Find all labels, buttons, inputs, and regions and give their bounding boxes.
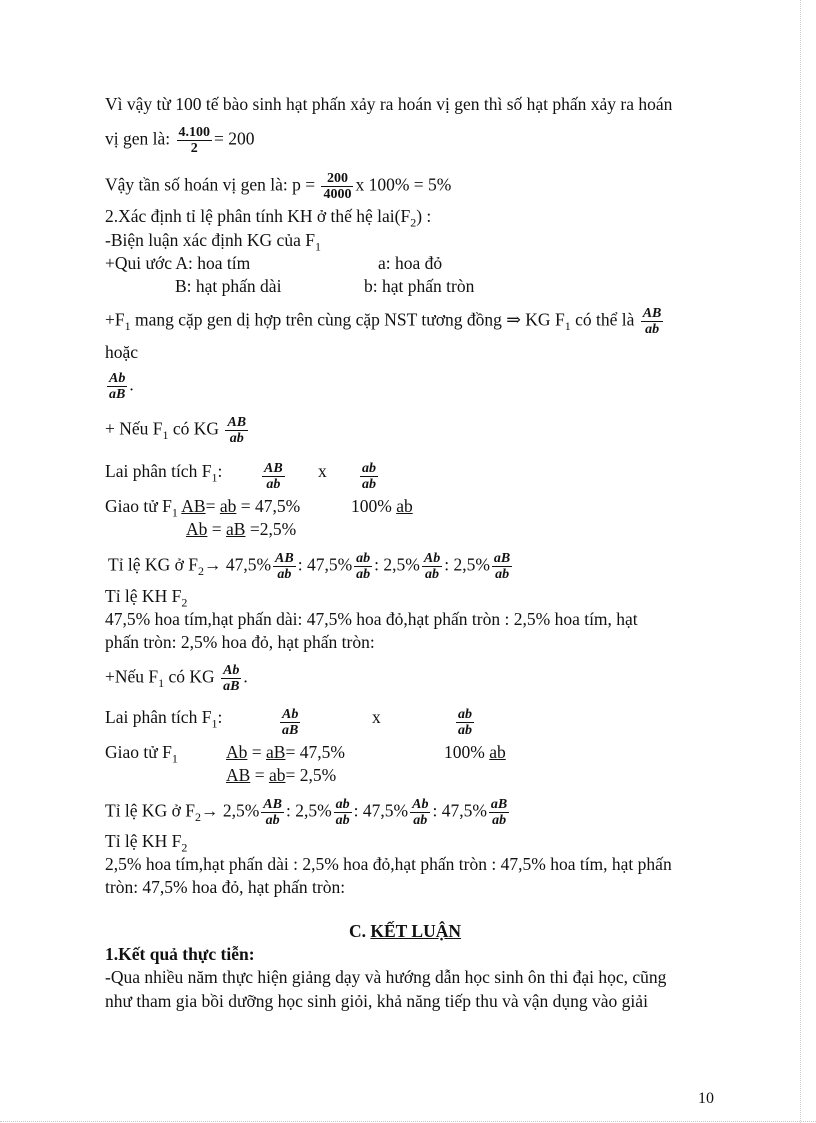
- text-line: [378, 253, 442, 273]
- text-line: [105, 171, 451, 202]
- text-line: [105, 415, 250, 446]
- numerator: ab: [362, 461, 376, 476]
- text: : 2,5%: [374, 554, 420, 575]
- genotype-fraction: [273, 551, 296, 582]
- genotype-fraction: [261, 797, 284, 828]
- text: =: [205, 496, 216, 516]
- text: Vậy tần số hoán vị gen là: p =: [105, 174, 316, 195]
- genotype-fraction: [641, 306, 664, 337]
- text: có thể là: [570, 309, 635, 330]
- numerator: 4.100: [178, 125, 210, 140]
- text: :: [217, 707, 223, 727]
- text: = 47,5%: [236, 496, 301, 516]
- text: :: [217, 461, 223, 481]
- text-line: [364, 276, 474, 296]
- text: Tỉ lệ KG ở F: [108, 554, 198, 575]
- text: : 2,5%: [444, 554, 490, 575]
- denominator: ab: [266, 477, 281, 492]
- text: .: [129, 374, 134, 395]
- gamete: ab: [396, 496, 413, 516]
- text-line: [105, 586, 188, 610]
- text: x 100% = 5%: [355, 174, 452, 195]
- genotype-fraction: [262, 461, 285, 492]
- genotype-fraction: [410, 797, 430, 828]
- page-number: 10: [698, 1090, 714, 1107]
- genotype-fraction: [422, 551, 442, 582]
- text-line: [105, 967, 666, 987]
- subscript: 1: [158, 676, 165, 691]
- text-line: [318, 461, 327, 481]
- text: Tỉ lệ KG ở F: [105, 800, 195, 821]
- text-line: [105, 991, 648, 1011]
- text: = 47,5%: [285, 742, 345, 762]
- subscript: 1: [314, 239, 321, 254]
- numerator: ab: [335, 797, 350, 812]
- subscript: 1: [171, 751, 178, 766]
- text-line: [105, 230, 321, 254]
- text: 100%: [351, 496, 392, 516]
- denominator: aB: [109, 387, 126, 402]
- text-line: [260, 461, 287, 492]
- genotype-fraction: [354, 551, 372, 582]
- text: B: hạt phấn dài: [175, 276, 282, 296]
- gamete: ab: [219, 496, 237, 516]
- denominator: aB: [282, 723, 299, 738]
- text-line: [105, 831, 188, 855]
- numerator: Ab: [109, 371, 126, 386]
- genotype-fraction: [221, 663, 241, 694]
- subheading: [105, 944, 255, 964]
- numerator: 200: [321, 171, 353, 187]
- text: mang cặp gen dị hợp trên cùng cặp NST tương đồng ⇒ KG F: [130, 309, 565, 330]
- genotype-fraction: [456, 707, 474, 738]
- gamete: Ab: [186, 519, 208, 539]
- denominator: ab: [277, 567, 292, 582]
- numerator: AB: [263, 797, 282, 812]
- text: Lai phân tích F: [105, 461, 212, 481]
- denominator: 4000: [323, 187, 352, 202]
- subscript: 2: [181, 595, 188, 610]
- text: → 2,5%: [200, 800, 260, 821]
- text: : 2,5%: [285, 800, 332, 821]
- denominator: ab: [362, 477, 376, 492]
- text: + Nếu F: [105, 418, 163, 439]
- text: có KG: [164, 666, 215, 687]
- numerator: aB: [490, 797, 508, 812]
- numerator: Ab: [282, 707, 299, 722]
- text: ) :: [416, 206, 432, 226]
- gamete: AB: [181, 496, 206, 516]
- denominator: ab: [495, 567, 510, 582]
- text: x: [372, 707, 381, 727]
- page-border-bottom: [0, 1121, 816, 1122]
- text: =: [254, 765, 265, 785]
- text: : 47,5%: [432, 800, 487, 821]
- text-line: [444, 742, 506, 762]
- text: Tỉ lệ KH F: [105, 586, 182, 606]
- numerator: AB: [642, 306, 662, 321]
- text-line: [105, 663, 248, 694]
- subscript: 1: [162, 428, 169, 443]
- text: như tham gia bồi dưỡng học sinh giỏi, khả năng tiếp thu và vận dụng vào giải: [105, 991, 648, 1011]
- text-line: [351, 496, 413, 516]
- numerator: ab: [458, 707, 472, 722]
- text: hoặc: [105, 342, 139, 362]
- heading-prefix: C.: [349, 921, 367, 941]
- genotype-fraction: [107, 371, 127, 402]
- text: -Biện luận xác định KG của F: [105, 230, 315, 250]
- text-line: [105, 632, 375, 652]
- text: có KG: [168, 418, 220, 439]
- denominator: ab: [335, 813, 350, 828]
- gamete: ab: [268, 765, 286, 785]
- subscript: 2: [181, 840, 188, 855]
- text: =2,5%: [245, 519, 297, 539]
- text-line: [108, 551, 514, 582]
- text: → 47,5%: [203, 554, 272, 575]
- text: b: hạt phấn tròn: [364, 276, 475, 296]
- text: +Nếu F: [105, 666, 159, 687]
- text: = 200: [214, 128, 255, 149]
- text: Giao tử F: [105, 742, 172, 762]
- fraction: [321, 171, 353, 202]
- numerator: AB: [275, 551, 294, 566]
- text-line: [105, 371, 134, 402]
- text: : 47,5%: [297, 554, 353, 575]
- text-line: [358, 461, 380, 492]
- text-line: [372, 707, 381, 727]
- denominator: ab: [458, 723, 472, 738]
- text: 47,5% hoa tím,hạt phấn dài: 47,5% hoa đỏ,hạt phấn tròn : 2,5% hoa tím, hạt: [105, 609, 638, 629]
- section-heading: [349, 921, 461, 941]
- text: = 2,5%: [285, 765, 337, 785]
- text-line: [105, 742, 178, 766]
- text: phấn tròn: 2,5% hoa đỏ, hạt phấn tròn:: [105, 632, 375, 652]
- denominator: 2: [190, 141, 198, 156]
- text-line: [454, 707, 476, 738]
- text-line: [105, 609, 638, 629]
- gamete: ab: [489, 742, 506, 762]
- text-line: [105, 461, 223, 485]
- numerator: ab: [356, 551, 371, 566]
- text: tròn: 47,5% hoa đỏ, hạt phấn tròn:: [105, 877, 346, 897]
- text-line: [226, 742, 345, 762]
- subscript: 1: [564, 319, 571, 334]
- text: =: [251, 742, 262, 762]
- text: +Qui ước A: hoa tím: [105, 253, 251, 273]
- subscript: 1: [124, 319, 131, 334]
- text: a: hoa đỏ: [378, 253, 443, 273]
- subscript: 2: [194, 810, 201, 825]
- subscript: 1: [211, 470, 218, 485]
- page-border-right: [800, 0, 801, 1123]
- subscript: 2: [197, 564, 204, 579]
- denominator: ab: [492, 813, 507, 828]
- text-line: [105, 253, 250, 273]
- gamete: aB: [266, 742, 286, 762]
- gamete: Ab: [226, 742, 248, 762]
- text: Lai phân tích F: [105, 707, 212, 727]
- denominator: ab: [356, 567, 371, 582]
- genotype-fraction: [489, 797, 509, 828]
- denominator: aB: [223, 679, 240, 694]
- text-line: [105, 854, 672, 874]
- text-line: [105, 707, 223, 731]
- numerator: AB: [227, 415, 247, 430]
- text-line: [175, 276, 281, 296]
- text: =: [211, 519, 222, 539]
- text-line: [105, 877, 345, 897]
- text: .: [243, 666, 248, 687]
- denominator: ab: [265, 813, 280, 828]
- denominator: ab: [645, 322, 660, 337]
- text: 2,5% hoa tím,hạt phấn dài : 2,5% hoa đỏ,hạt phấn tròn : 47,5% hoa tím, hạt phấn: [105, 854, 672, 874]
- genotype-fraction: [280, 707, 300, 738]
- text-line: [278, 707, 302, 738]
- subscript: 1: [171, 505, 178, 520]
- text: : 47,5%: [353, 800, 409, 821]
- genotype-fraction: [360, 461, 378, 492]
- text: x: [318, 461, 327, 481]
- subscript: 2: [410, 215, 417, 230]
- genotype-fraction: [334, 797, 352, 828]
- text-line: [105, 797, 511, 828]
- numerator: AB: [264, 461, 283, 476]
- text: Tỉ lệ KH F: [105, 831, 182, 851]
- text: 1.Kết quả thực tiễn:: [105, 944, 255, 964]
- text-line: [226, 765, 336, 785]
- text: +F: [105, 309, 125, 330]
- text-line: [105, 206, 432, 230]
- fraction: [177, 125, 213, 156]
- subscript: 1: [211, 716, 218, 731]
- numerator: Ab: [223, 663, 240, 678]
- text: -Qua nhiều năm thực hiện giảng dạy và hướng dẫn học sinh ôn thi đại học, cũng: [105, 967, 667, 987]
- numerator: aB: [493, 551, 511, 566]
- denominator: ab: [425, 567, 440, 582]
- heading-title: KẾT LUẬN: [370, 921, 461, 941]
- gamete: AB: [226, 765, 251, 785]
- text-line: [105, 342, 138, 362]
- text: 2.Xác định tỉ lệ phân tính KH ở thế hệ lai(F: [105, 206, 411, 226]
- gamete: aB: [226, 519, 246, 539]
- numerator: Ab: [412, 797, 429, 812]
- text: vị gen là:: [105, 128, 171, 149]
- text-line: [105, 306, 665, 337]
- text: Giao tử F: [105, 496, 172, 516]
- text: Vì vậy từ 100 tế bào sinh hạt phấn xảy ra hoán vị gen thì số hạt phấn xảy ra hoán: [105, 94, 673, 114]
- text-line: [105, 125, 255, 156]
- text-line: [186, 519, 296, 539]
- numerator: Ab: [423, 551, 441, 566]
- text: 100%: [444, 742, 485, 762]
- genotype-fraction: [492, 551, 512, 582]
- text-line: [105, 496, 301, 520]
- denominator: ab: [229, 431, 244, 446]
- genotype-fraction: [225, 415, 248, 446]
- text-line: [105, 94, 672, 114]
- denominator: ab: [413, 813, 428, 828]
